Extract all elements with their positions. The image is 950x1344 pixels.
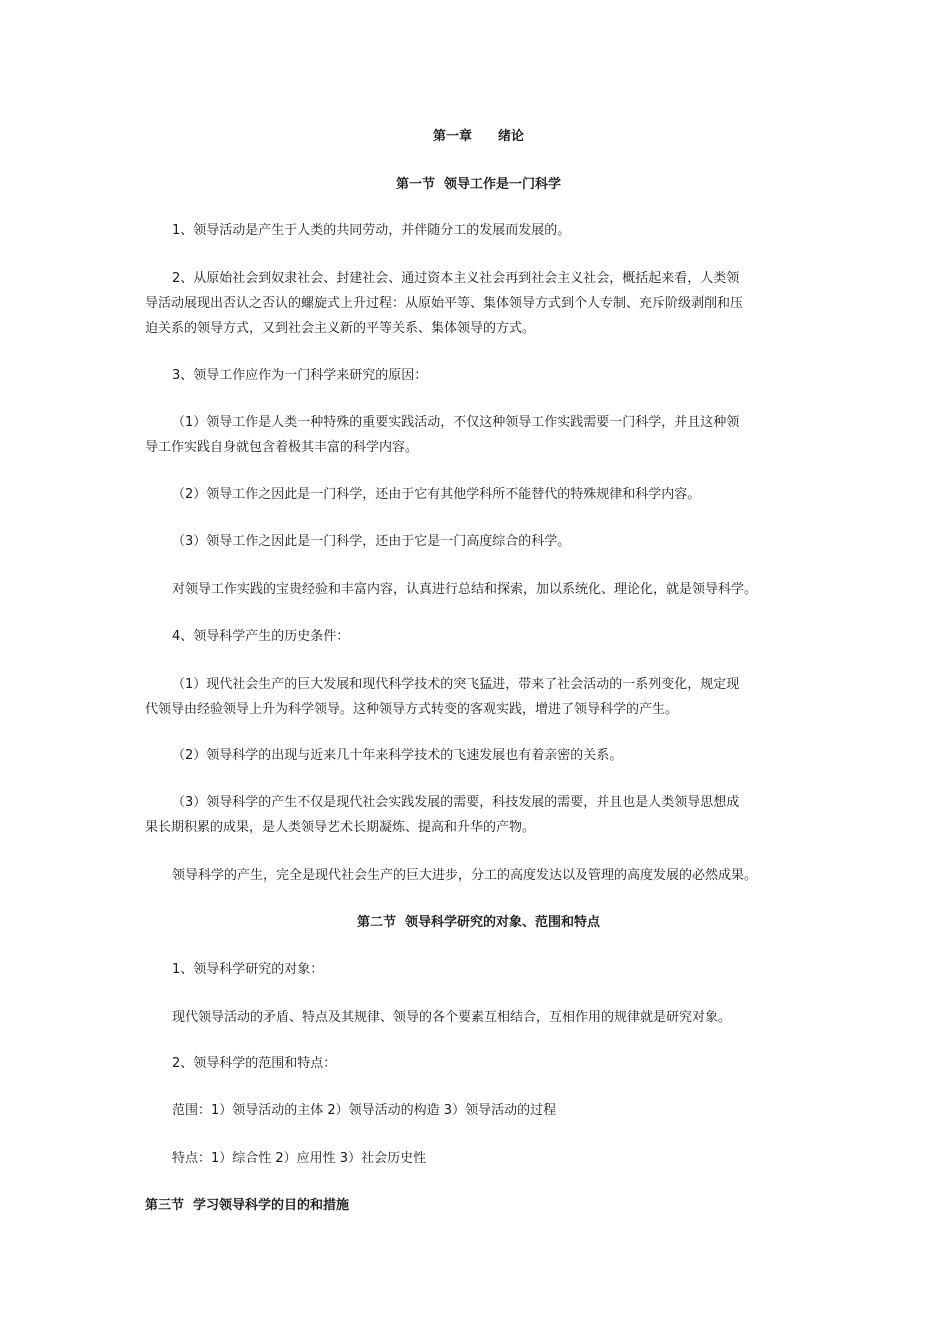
paragraph-1: 1、领导活动是产生于人类的共同劳动，并伴随分工的发展而发展的。 <box>172 223 571 238</box>
paragraph-4-1-line-1: （1）现代社会生产的巨大发展和现代科学技术的突飞猛进，带来了社会活动的一系列变化，规定现 <box>172 677 740 692</box>
section-2-title: 第二节 领导科学研究的对象、范围和特点 <box>356 915 601 930</box>
section-2-paragraph-1-body: 现代领导活动的矛盾、特点及其规律、领导的各个要素互相结合，互相作用的规律就是研究对象。 <box>172 1010 732 1025</box>
paragraph-4-2: （2）领导科学的出现与近来几十年来科学技术的飞速发展也有着亲密的关系。 <box>172 748 623 763</box>
paragraph-3-summary: 对领导工作实践的宝贵经验和丰富内容，认真进行总结和探索，加以系统化、理论化，就是领导科学。 <box>172 582 758 597</box>
paragraph-4-summary: 领导科学的产生，完全是现代社会生产的巨大进步，分工的高度发达以及管理的高度发展的必然成果。 <box>172 868 758 883</box>
features-list: 特点：1）综合性 2）应用性 3）社会历史性 <box>172 1151 427 1166</box>
scope-list: 范围：1）领导活动的主体 2）领导活动的构造 3）领导活动的过程 <box>172 1103 557 1118</box>
chapter-title: 第一章 绪论 <box>432 129 524 144</box>
paragraph-3-1-line-1: （1）领导工作是人类一种特殊的重要实践活动，不仅这种领导工作实践需要一门科学，并且这种领 <box>172 415 740 430</box>
paragraph-2-line-1: 2、从原始社会到奴隶社会、封建社会、通过资本主义社会再到社会主义社会，概括起来看，人类领 <box>172 271 740 286</box>
section-1-title: 第一节 领导工作是一门科学 <box>395 177 562 192</box>
paragraph-3-2: （2）领导工作之因此是一门科学，还由于它有其他学科所不能替代的特殊规律和科学内容。 <box>172 487 701 502</box>
paragraph-3-1-line-2: 导工作实践自身就包含着极其丰富的科学内容。 <box>145 440 419 455</box>
paragraph-2-line-2: 导活动展现出否认之否认的螺旋式上升过程：从原始平等、集体领导方式到个人专制、充斥阶级剥削和压 <box>145 296 744 311</box>
paragraph-4-3-line-2: 果长期积累的成果，是人类领导艺术长期凝炼、提高和升华的产物。 <box>145 820 536 835</box>
paragraph-4: 4、领导科学产生的历史条件： <box>172 629 350 644</box>
paragraph-3-3: （3）领导工作之因此是一门科学，还由于它是一门高度综合的科学。 <box>172 534 571 549</box>
section-2-paragraph-1: 1、领导科学研究的对象： <box>172 962 324 977</box>
paragraph-4-1-line-2: 代领导由经验领导上升为科学领导。这种领导方式转变的客观实践，增进了领导科学的产生。 <box>145 702 679 717</box>
section-3-title: 第三节 学习领导科学的目的和措施 <box>145 1198 350 1213</box>
section-2-paragraph-2: 2、领导科学的范围和特点： <box>172 1056 337 1071</box>
paragraph-4-3-line-1: （3）领导科学的产生不仅是现代社会实践发展的需要，科技发展的需要，并且也是人类领导思想成 <box>172 795 740 810</box>
paragraph-2-line-3: 迫关系的领导方式，又到社会主义新的平等关系、集体领导的方式。 <box>145 321 536 336</box>
paragraph-3: 3、领导工作应作为一门科学来研究的原因： <box>172 368 428 383</box>
